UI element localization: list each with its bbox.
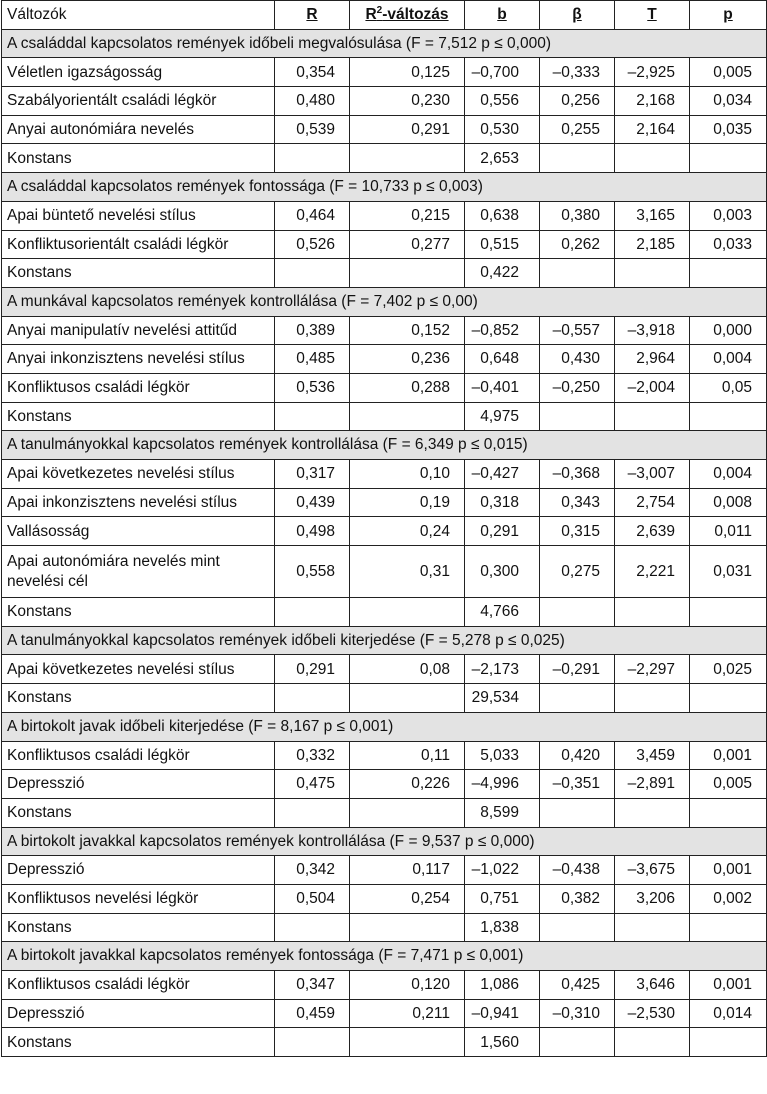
- cell-variable: Konfliktusos családi légkör: [2, 741, 275, 770]
- cell-r2-change: 0,288: [350, 373, 465, 402]
- cell-p: 0,05: [690, 373, 767, 402]
- cell-p: [690, 684, 767, 713]
- cell-beta: [540, 1028, 615, 1057]
- cell-p: [690, 913, 767, 942]
- cell-variable: Anyai manipulatív nevelési attitűd: [2, 316, 275, 345]
- cell-variable: Konstans: [2, 144, 275, 173]
- cell-beta: –0,368: [540, 460, 615, 489]
- cell-beta: –0,351: [540, 770, 615, 799]
- cell-variable: Konfliktusorientált családi légkör: [2, 230, 275, 259]
- table-row: [2, 373, 767, 402]
- cell-beta: –0,438: [540, 856, 615, 885]
- cell-t: [615, 259, 690, 288]
- section-header-row: [2, 431, 767, 460]
- cell-beta: 0,315: [540, 517, 615, 546]
- cell-beta: 0,343: [540, 488, 615, 517]
- cell-p: 0,011: [690, 517, 767, 546]
- cell-t: 2,221: [615, 546, 690, 598]
- cell-r: 0,459: [275, 999, 350, 1028]
- cell-r2-change: 0,120: [350, 971, 465, 1000]
- section-header-row: [2, 173, 767, 202]
- section-title: A birtokolt javak időbeli kiterjedése (F = 8,167 p ≤ 0,001): [2, 712, 767, 741]
- cell-variable: Konfliktusos családi légkör: [2, 971, 275, 1000]
- cell-t: 2,639: [615, 517, 690, 546]
- section-title: A munkával kapcsolatos remények kontrollálása (F = 7,402 p ≤ 0,00): [2, 287, 767, 316]
- table-row: [2, 1028, 767, 1057]
- cell-r2-change: [350, 913, 465, 942]
- cell-r: [275, 259, 350, 288]
- cell-p: 0,008: [690, 488, 767, 517]
- cell-b: –0,700: [465, 58, 540, 87]
- header-p-label: p: [723, 6, 733, 24]
- cell-t: [615, 598, 690, 627]
- cell-b: 1,086: [465, 971, 540, 1000]
- cell-variable: Konstans: [2, 402, 275, 431]
- cell-beta: 0,262: [540, 230, 615, 259]
- cell-r2-change: 0,08: [350, 655, 465, 684]
- cell-b: 0,422: [465, 259, 540, 288]
- cell-b: 0,291: [465, 517, 540, 546]
- table-row: [2, 798, 767, 827]
- table-row: [2, 144, 767, 173]
- header-p: [690, 1, 767, 30]
- cell-variable: Konfliktusos családi légkör: [2, 373, 275, 402]
- header-b: [465, 1, 540, 30]
- cell-r2-change: 0,215: [350, 201, 465, 230]
- cell-p: [690, 144, 767, 173]
- cell-t: 2,164: [615, 115, 690, 144]
- cell-variable: Konstans: [2, 684, 275, 713]
- cell-b: 0,318: [465, 488, 540, 517]
- cell-t: [615, 798, 690, 827]
- section-title: A birtokolt javakkal kapcsolatos remények kontrollálása (F = 9,537 p ≤ 0,000): [2, 827, 767, 856]
- header-variables: Változók: [2, 1, 275, 30]
- cell-r2-change: 0,10: [350, 460, 465, 489]
- cell-p: 0,035: [690, 115, 767, 144]
- cell-r: 0,536: [275, 373, 350, 402]
- cell-variable: Apai következetes nevelési stílus: [2, 460, 275, 489]
- cell-r2-change: [350, 402, 465, 431]
- cell-variable: Konstans: [2, 598, 275, 627]
- cell-beta: –0,291: [540, 655, 615, 684]
- cell-beta: [540, 598, 615, 627]
- table-row: [2, 655, 767, 684]
- cell-b: 5,033: [465, 741, 540, 770]
- section-title: A tanulmányokkal kapcsolatos remények kontrollálása (F = 6,349 p ≤ 0,015): [2, 431, 767, 460]
- table-row: [2, 598, 767, 627]
- cell-p: 0,014: [690, 999, 767, 1028]
- cell-t: 2,964: [615, 345, 690, 374]
- cell-b: 0,556: [465, 87, 540, 116]
- cell-b: –0,852: [465, 316, 540, 345]
- cell-r: 0,498: [275, 517, 350, 546]
- cell-t: –3,918: [615, 316, 690, 345]
- header-r2-sup: 2: [376, 5, 383, 17]
- cell-r2-change: [350, 598, 465, 627]
- cell-r2-change: 0,254: [350, 884, 465, 913]
- cell-p: 0,034: [690, 87, 767, 116]
- regression-table: [1, 0, 767, 1057]
- cell-r: [275, 798, 350, 827]
- cell-beta: 0,420: [540, 741, 615, 770]
- cell-r: 0,389: [275, 316, 350, 345]
- cell-r: 0,342: [275, 856, 350, 885]
- cell-b: 0,638: [465, 201, 540, 230]
- header-r: [275, 1, 350, 30]
- header-t: [615, 1, 690, 30]
- table-row: [2, 546, 767, 598]
- table-row: [2, 402, 767, 431]
- cell-t: [615, 144, 690, 173]
- cell-r: 0,347: [275, 971, 350, 1000]
- cell-t: –3,007: [615, 460, 690, 489]
- cell-beta: [540, 402, 615, 431]
- cell-t: –2,530: [615, 999, 690, 1028]
- table-row: [2, 230, 767, 259]
- cell-r2-change: 0,291: [350, 115, 465, 144]
- cell-t: 2,754: [615, 488, 690, 517]
- cell-r2-change: 0,277: [350, 230, 465, 259]
- header-row: [2, 1, 767, 30]
- cell-r2-change: 0,211: [350, 999, 465, 1028]
- cell-variable: Depresszió: [2, 770, 275, 799]
- cell-beta: –0,310: [540, 999, 615, 1028]
- cell-r: 0,464: [275, 201, 350, 230]
- cell-variable: Konfliktusos nevelési légkör: [2, 884, 275, 913]
- cell-p: 0,004: [690, 460, 767, 489]
- cell-r: [275, 144, 350, 173]
- cell-p: 0,005: [690, 770, 767, 799]
- cell-p: 0,001: [690, 971, 767, 1000]
- cell-beta: [540, 144, 615, 173]
- section-header-row: [2, 287, 767, 316]
- table-row: [2, 460, 767, 489]
- cell-t: 2,185: [615, 230, 690, 259]
- cell-beta: 0,256: [540, 87, 615, 116]
- cell-r2-change: 0,117: [350, 856, 465, 885]
- cell-variable: Szabályorientált családi légkör: [2, 87, 275, 116]
- cell-r: 0,504: [275, 884, 350, 913]
- section-header-row: [2, 712, 767, 741]
- cell-beta: –0,250: [540, 373, 615, 402]
- cell-r2-change: 0,226: [350, 770, 465, 799]
- cell-variable: Apai büntető nevelési stílus: [2, 201, 275, 230]
- cell-variable: Apai inkonzisztens nevelési stílus: [2, 488, 275, 517]
- cell-t: 2,168: [615, 87, 690, 116]
- section-title: A tanulmányokkal kapcsolatos remények időbeli kiterjedése (F = 5,278 p ≤ 0,025): [2, 626, 767, 655]
- section-header-row: [2, 29, 767, 58]
- cell-p: 0,003: [690, 201, 767, 230]
- cell-b: 0,530: [465, 115, 540, 144]
- cell-r2-change: 0,152: [350, 316, 465, 345]
- cell-variable: Apai autonómiára nevelés mint nevelési cél: [2, 546, 275, 598]
- cell-variable: Konstans: [2, 259, 275, 288]
- table-row: [2, 115, 767, 144]
- cell-b: 0,515: [465, 230, 540, 259]
- cell-variable: Vallásosság: [2, 517, 275, 546]
- cell-t: –2,297: [615, 655, 690, 684]
- header-b-label: b: [497, 6, 507, 24]
- cell-beta: 0,382: [540, 884, 615, 913]
- cell-variable: Anyai inkonzisztens nevelési stílus: [2, 345, 275, 374]
- cell-r2-change: [350, 144, 465, 173]
- header-t-label: T: [647, 6, 657, 24]
- header-beta-label: β: [572, 6, 582, 24]
- cell-beta: 0,425: [540, 971, 615, 1000]
- cell-variable: Konstans: [2, 1028, 275, 1057]
- cell-beta: [540, 913, 615, 942]
- cell-variable: Konstans: [2, 913, 275, 942]
- section-title: A birtokolt javakkal kapcsolatos remények fontossága (F = 7,471 p ≤ 0,001): [2, 942, 767, 971]
- table-row: [2, 913, 767, 942]
- cell-t: –2,891: [615, 770, 690, 799]
- cell-r2-change: 0,125: [350, 58, 465, 87]
- table-row: [2, 741, 767, 770]
- cell-beta: –0,557: [540, 316, 615, 345]
- cell-t: –2,004: [615, 373, 690, 402]
- cell-r2-change: 0,11: [350, 741, 465, 770]
- table-row: [2, 58, 767, 87]
- cell-variable: Depresszió: [2, 999, 275, 1028]
- table-row: [2, 999, 767, 1028]
- cell-beta: [540, 684, 615, 713]
- cell-b: 1,838: [465, 913, 540, 942]
- table-row: [2, 770, 767, 799]
- cell-b: –0,941: [465, 999, 540, 1028]
- cell-r: [275, 598, 350, 627]
- cell-p: 0,025: [690, 655, 767, 684]
- cell-beta: –0,333: [540, 58, 615, 87]
- cell-variable: Konstans: [2, 798, 275, 827]
- cell-beta: 0,275: [540, 546, 615, 598]
- cell-r2-change: 0,31: [350, 546, 465, 598]
- table-row: [2, 856, 767, 885]
- header-r2-main: R: [365, 6, 377, 24]
- cell-r: 0,485: [275, 345, 350, 374]
- table-row: [2, 87, 767, 116]
- table-row: [2, 488, 767, 517]
- table-row: [2, 201, 767, 230]
- cell-r2-change: [350, 259, 465, 288]
- cell-r2-change: [350, 1028, 465, 1057]
- section-header-row: [2, 942, 767, 971]
- cell-t: 3,165: [615, 201, 690, 230]
- cell-t: [615, 684, 690, 713]
- cell-t: 3,459: [615, 741, 690, 770]
- cell-r: [275, 402, 350, 431]
- cell-t: 3,646: [615, 971, 690, 1000]
- table-row: [2, 345, 767, 374]
- cell-p: [690, 598, 767, 627]
- cell-p: 0,031: [690, 546, 767, 598]
- cell-t: 3,206: [615, 884, 690, 913]
- cell-variable: Apai következetes nevelési stílus: [2, 655, 275, 684]
- cell-b: –0,427: [465, 460, 540, 489]
- cell-p: 0,033: [690, 230, 767, 259]
- cell-b: –0,401: [465, 373, 540, 402]
- cell-r: 0,291: [275, 655, 350, 684]
- cell-r2-change: [350, 798, 465, 827]
- section-header-row: [2, 626, 767, 655]
- cell-r: [275, 913, 350, 942]
- cell-r: [275, 1028, 350, 1057]
- cell-t: [615, 1028, 690, 1057]
- cell-t: –3,675: [615, 856, 690, 885]
- table-row: [2, 684, 767, 713]
- cell-r2-change: 0,24: [350, 517, 465, 546]
- table-row: [2, 517, 767, 546]
- cell-beta: [540, 798, 615, 827]
- cell-p: 0,002: [690, 884, 767, 913]
- header-beta: [540, 1, 615, 30]
- cell-p: 0,001: [690, 856, 767, 885]
- cell-r: 0,526: [275, 230, 350, 259]
- cell-beta: [540, 259, 615, 288]
- cell-p: 0,004: [690, 345, 767, 374]
- cell-beta: 0,430: [540, 345, 615, 374]
- cell-r2-change: 0,230: [350, 87, 465, 116]
- header-r2-label: [365, 6, 448, 23]
- cell-r: 0,475: [275, 770, 350, 799]
- cell-r2-change: [350, 684, 465, 713]
- cell-b: 0,300: [465, 546, 540, 598]
- cell-variable: Depresszió: [2, 856, 275, 885]
- section-title: A családdal kapcsolatos remények időbeli megvalósulása (F = 7,512 p ≤ 0,000): [2, 29, 767, 58]
- header-r2-change: [350, 1, 465, 30]
- cell-b: 1,560: [465, 1028, 540, 1057]
- cell-b: –2,173: [465, 655, 540, 684]
- cell-b: –4,996: [465, 770, 540, 799]
- cell-b: 4,766: [465, 598, 540, 627]
- cell-b: 4,975: [465, 402, 540, 431]
- cell-r2-change: 0,19: [350, 488, 465, 517]
- table-body: [2, 29, 767, 1056]
- table-row: [2, 884, 767, 913]
- table-row: [2, 259, 767, 288]
- cell-r: 0,332: [275, 741, 350, 770]
- table-row: [2, 316, 767, 345]
- cell-r: 0,558: [275, 546, 350, 598]
- cell-p: [690, 259, 767, 288]
- cell-b: –1,022: [465, 856, 540, 885]
- cell-r: 0,439: [275, 488, 350, 517]
- cell-r: 0,354: [275, 58, 350, 87]
- cell-r2-change: 0,236: [350, 345, 465, 374]
- cell-p: 0,005: [690, 58, 767, 87]
- cell-b: 0,648: [465, 345, 540, 374]
- cell-variable: Véletlen igazságosság: [2, 58, 275, 87]
- cell-p: 0,001: [690, 741, 767, 770]
- cell-p: 0,000: [690, 316, 767, 345]
- cell-r: 0,480: [275, 87, 350, 116]
- cell-r: [275, 684, 350, 713]
- cell-b: 2,653: [465, 144, 540, 173]
- section-title: A családdal kapcsolatos remények fontossága (F = 10,733 p ≤ 0,003): [2, 173, 767, 202]
- cell-p: [690, 1028, 767, 1057]
- cell-t: [615, 913, 690, 942]
- cell-variable: Anyai autonómiára nevelés: [2, 115, 275, 144]
- cell-t: [615, 402, 690, 431]
- table-row: [2, 971, 767, 1000]
- cell-b: 0,751: [465, 884, 540, 913]
- cell-b: 29,534: [465, 684, 540, 713]
- cell-beta: 0,380: [540, 201, 615, 230]
- cell-t: –2,925: [615, 58, 690, 87]
- cell-r: 0,317: [275, 460, 350, 489]
- cell-r: 0,539: [275, 115, 350, 144]
- cell-beta: 0,255: [540, 115, 615, 144]
- cell-b: 8,599: [465, 798, 540, 827]
- header-r-label: R: [306, 6, 318, 24]
- section-header-row: [2, 827, 767, 856]
- header-r2-rest: -változás: [382, 6, 449, 24]
- cell-p: [690, 402, 767, 431]
- cell-p: [690, 798, 767, 827]
